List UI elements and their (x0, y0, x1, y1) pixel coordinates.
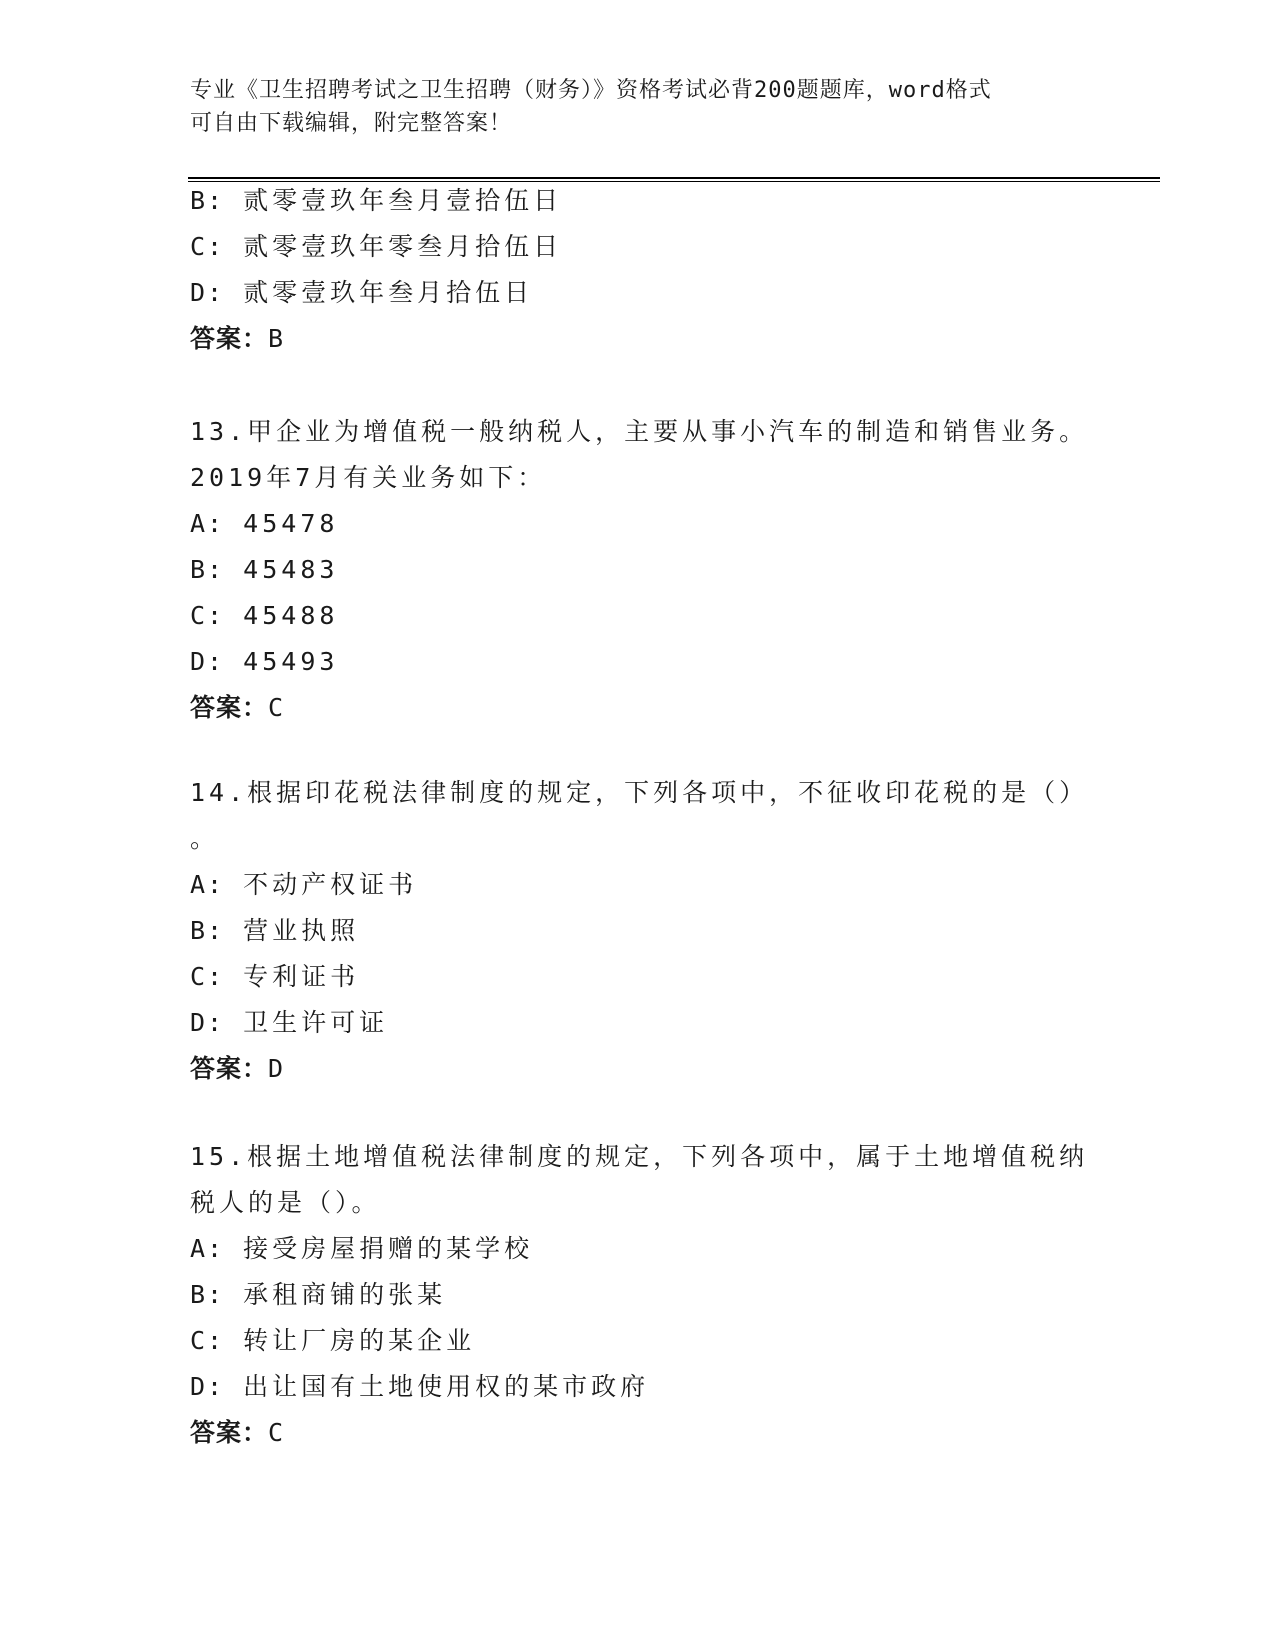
option-key: D: (190, 1372, 225, 1401)
option-key: B: (190, 555, 225, 584)
answer-line (190, 316, 1110, 362)
option-text: 45488 (243, 601, 339, 630)
option-text: 贰零壹玖年零叁月拾伍日 (243, 232, 563, 261)
option-key: B: (190, 916, 225, 945)
option-text: 接受房屋捐赠的某学校 (243, 1234, 534, 1263)
option-d (190, 639, 1110, 685)
question-15 (190, 1134, 1110, 1456)
option-key: B: (190, 1280, 225, 1309)
answer-line (190, 1046, 1110, 1092)
option-b (190, 1272, 1110, 1318)
answer-value: C (268, 693, 286, 722)
answer-label: 答案： (190, 693, 269, 722)
option-text: 出让国有土地使用权的某市政府 (243, 1372, 650, 1401)
header-line-2: 可自由下载编辑，附完整答案！ (190, 111, 513, 136)
question-14 (190, 770, 1110, 1092)
option-text: 专利证书 (243, 962, 360, 991)
option-key: A: (190, 509, 225, 538)
option-text: 卫生许可证 (243, 1008, 389, 1037)
option-key: D: (190, 278, 225, 307)
answer-label: 答案： (190, 1054, 269, 1083)
option-text: 营业执照 (243, 916, 360, 945)
question-12-tail (190, 178, 1110, 362)
answer-value: D (268, 1054, 286, 1083)
header-line-1: 专业《卫生招聘考试之卫生招聘（财务）》资格考试必背200题题库，word格式 (190, 78, 992, 103)
answer-line (190, 1410, 1110, 1456)
option-b (190, 178, 1110, 224)
option-d (190, 270, 1110, 316)
option-key: C: (190, 232, 225, 261)
question-stem-line-2: 。 (190, 824, 220, 853)
option-key: B: (190, 186, 225, 215)
question-stem-line-1: 14.根据印花税法律制度的规定，下列各项中，不征收印花税的是（） (190, 778, 1089, 807)
question-stem-line-2: 2019年7月有关业务如下： (190, 463, 547, 492)
option-text: 转让厂房的某企业 (243, 1326, 476, 1355)
option-text: 45493 (243, 647, 339, 676)
answer-label: 答案： (190, 324, 269, 353)
question-stem-line-1: 15.根据土地增值税法律制度的规定，下列各项中，属于土地增值税纳 (190, 1142, 1089, 1171)
question-13 (190, 409, 1110, 731)
option-key: A: (190, 1234, 225, 1263)
option-a (190, 1226, 1110, 1272)
option-text: 贰零壹玖年叁月拾伍日 (243, 278, 534, 307)
option-b (190, 547, 1110, 593)
option-key: A: (190, 870, 225, 899)
question-stem-line-1: 13.甲企业为增值税一般纳税人，主要从事小汽车的制造和销售业务。 (190, 417, 1089, 446)
answer-value: B (268, 324, 286, 353)
option-key: C: (190, 962, 225, 991)
option-key: D: (190, 1008, 225, 1037)
option-text: 45478 (243, 509, 339, 538)
option-a (190, 501, 1110, 547)
option-d (190, 1000, 1110, 1046)
option-c (190, 224, 1110, 270)
option-key: D: (190, 647, 225, 676)
option-c (190, 1318, 1110, 1364)
option-text: 贰零壹玖年叁月壹拾伍日 (243, 186, 563, 215)
option-key: C: (190, 601, 225, 630)
option-text: 承租商铺的张某 (243, 1280, 447, 1309)
answer-line (190, 685, 1110, 731)
option-c (190, 593, 1110, 639)
option-key: C: (190, 1326, 225, 1355)
option-text: 不动产权证书 (243, 870, 418, 899)
option-b (190, 908, 1110, 954)
answer-label: 答案： (190, 1418, 269, 1447)
answer-value: C (268, 1418, 286, 1447)
option-c (190, 954, 1110, 1000)
option-a (190, 862, 1110, 908)
option-text: 45483 (243, 555, 339, 584)
option-d (190, 1364, 1110, 1410)
question-stem-line-2: 税人的是（）。 (190, 1188, 381, 1217)
document-header (190, 74, 1090, 140)
